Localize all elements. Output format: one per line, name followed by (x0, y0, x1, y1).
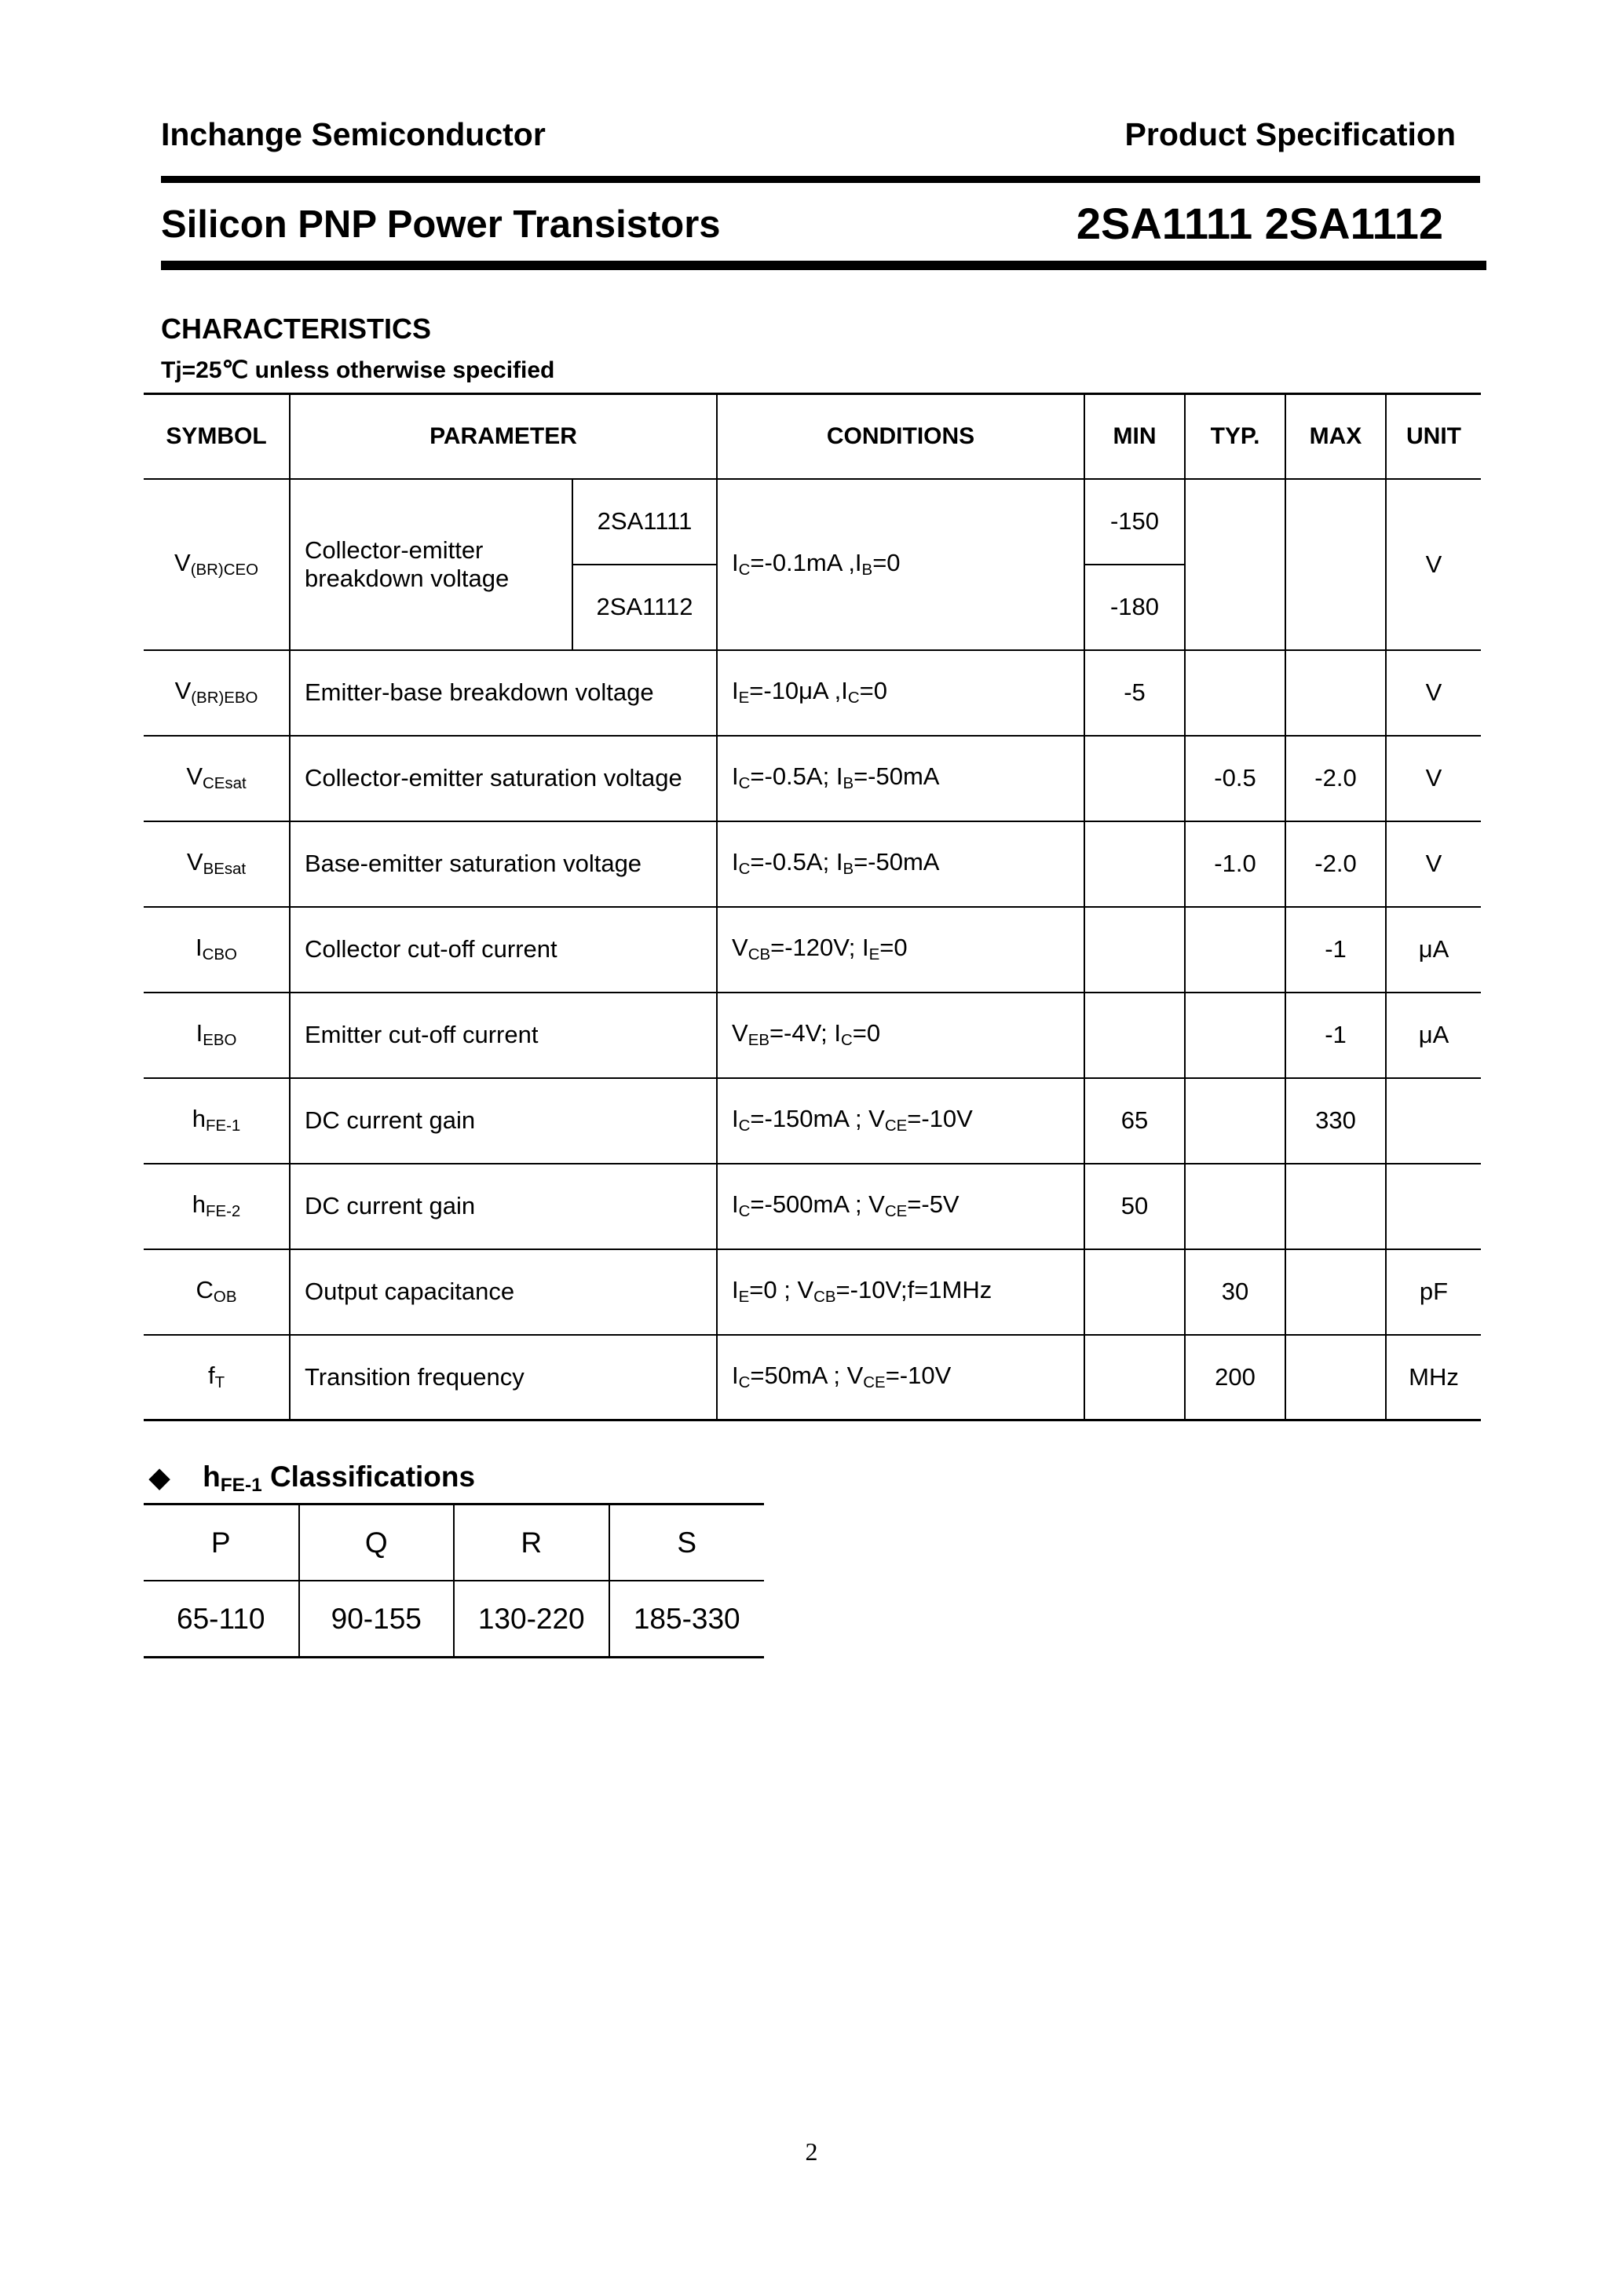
product-title: Silicon PNP Power Transistors (161, 203, 721, 246)
table-row (144, 1164, 1481, 1249)
conditions-cell: $V_{CB}=-120V$; $I_E=0$ (717, 907, 1084, 993)
header-typ: TYP. (1185, 394, 1285, 479)
max-cell (1285, 1249, 1386, 1335)
parameter-cell: Collector-emitter saturation voltage (290, 736, 717, 821)
grade-row (144, 1504, 764, 1581)
parameter-cell: Base-emitter saturation voltage (290, 821, 717, 907)
classification-table (144, 1503, 764, 1658)
conditions-cell: $V_{EB}=-4V$; $I_C=0$ (717, 993, 1084, 1078)
variant-cell: 2SA1112 (572, 565, 717, 650)
range-cell: 90-155 (299, 1581, 455, 1658)
min-cell: -5 (1084, 650, 1185, 736)
symbol-cell: $V_{(BR)CEO}$ (144, 479, 290, 650)
symbol-cell: $h_{FE-2}$ (144, 1164, 290, 1249)
max-cell (1285, 479, 1386, 650)
symbol-cell: $C_{OB}$ (144, 1249, 290, 1335)
symbol-cell: $V_{(BR)EBO}$ (144, 650, 290, 736)
header-unit: UNIT (1386, 394, 1481, 479)
diamond-bullet-icon: ◆ (149, 1463, 170, 1493)
min-cell: -180 (1084, 565, 1185, 650)
conditions-cell: $I_C=-500mA$ ; $V_{CE}=-5V$ (717, 1164, 1084, 1249)
max-cell: -2.0 (1285, 736, 1386, 821)
range-cell: 65-110 (144, 1581, 299, 1658)
table-row (144, 1078, 1481, 1164)
min-cell: 65 (1084, 1078, 1185, 1164)
parameter-cell: Emitter-base breakdown voltage (290, 650, 717, 736)
company-name: Inchange Semiconductor (161, 116, 546, 152)
page-number: 2 (805, 2137, 818, 2166)
max-cell (1285, 1164, 1386, 1249)
header-rule-top (161, 176, 1480, 183)
min-cell: 50 (1084, 1164, 1185, 1249)
parameter-cell: Emitter cut-off current (290, 993, 717, 1078)
typ-cell (1185, 993, 1285, 1078)
min-cell: -150 (1084, 479, 1185, 565)
symbol-cell: $f_T$ (144, 1335, 290, 1420)
unit-cell: MHz (1386, 1335, 1481, 1420)
typ-cell (1185, 650, 1285, 736)
table-row (144, 1249, 1481, 1335)
variant-cell: 2SA1111 (572, 479, 717, 565)
symbol-cell: $V_{BEsat}$ (144, 821, 290, 907)
conditions-cell: $I_C=-0.5A$; $I_B=-50mA$ (717, 736, 1084, 821)
unit-cell: pF (1386, 1249, 1481, 1335)
table-header-row (144, 394, 1481, 479)
min-cell (1084, 821, 1185, 907)
unit-cell (1386, 1164, 1481, 1249)
table-row-breakdown (144, 479, 1481, 565)
conditions-cell: $I_C=-150mA$ ; $V_{CE}=-10V$ (717, 1078, 1084, 1164)
symbol-cell: $I_{EBO}$ (144, 993, 290, 1078)
header-conditions: CONDITIONS (717, 394, 1084, 479)
conditions-cell: $I_E=0$ ; $V_{CB}=-10V;f=1MHz$ (717, 1249, 1084, 1335)
header-max: MAX (1285, 394, 1386, 479)
min-cell (1084, 993, 1185, 1078)
grade-cell: R (454, 1504, 609, 1581)
typ-cell: -0.5 (1185, 736, 1285, 821)
typ-cell: -1.0 (1185, 821, 1285, 907)
symbol-cell: $h_{FE-1}$ (144, 1078, 290, 1164)
conditions-cell: $I_C=50mA$ ; $V_{CE}=-10V$ (717, 1335, 1084, 1420)
typ-cell: 30 (1185, 1249, 1285, 1335)
parameter-cell: Collector-emitter breakdown voltage (290, 479, 572, 650)
max-cell (1285, 1335, 1386, 1420)
min-cell (1084, 1249, 1185, 1335)
typ-cell: 200 (1185, 1335, 1285, 1420)
range-row (144, 1581, 764, 1658)
header-min: MIN (1084, 394, 1185, 479)
grade-cell: S (609, 1504, 765, 1581)
parameter-cell: DC current gain (290, 1078, 717, 1164)
table-row (144, 650, 1481, 736)
typ-cell (1185, 479, 1285, 650)
header-rule-bottom (161, 261, 1486, 270)
unit-cell: μA (1386, 907, 1481, 993)
max-cell (1285, 650, 1386, 736)
unit-cell: V (1386, 479, 1481, 650)
max-cell: -1 (1285, 993, 1386, 1078)
typ-cell (1185, 1078, 1285, 1164)
min-cell (1084, 1335, 1185, 1420)
parameter-cell: Output capacitance (290, 1249, 717, 1335)
classification-title: ◆ $h_{FE-1}$ Classifications (149, 1461, 476, 1497)
min-cell (1084, 907, 1185, 993)
characteristics-table (144, 393, 1481, 1421)
unit-cell: V (1386, 821, 1481, 907)
section-title: CHARACTERISTICS (161, 313, 432, 345)
parameter-cell: DC current gain (290, 1164, 717, 1249)
conditions-cell: $I_C=-0.5A$; $I_B=-50mA$ (717, 821, 1084, 907)
symbol-cell: $I_{CBO}$ (144, 907, 290, 993)
grade-cell: Q (299, 1504, 455, 1581)
table-row (144, 1335, 1481, 1420)
unit-cell (1386, 1078, 1481, 1164)
part-numbers: 2SA1111 2SA1112 (1076, 199, 1443, 248)
conditions-cell: $I_C=-0.1mA$ $,I_B=0$ (717, 479, 1084, 650)
table-row (144, 907, 1481, 993)
unit-cell: μA (1386, 993, 1481, 1078)
max-cell: 330 (1285, 1078, 1386, 1164)
typ-cell (1185, 1164, 1285, 1249)
parameter-cell: Collector cut-off current (290, 907, 717, 993)
range-cell: 185-330 (609, 1581, 765, 1658)
header-parameter: PARAMETER (290, 394, 717, 479)
max-cell: -2.0 (1285, 821, 1386, 907)
typ-cell (1185, 907, 1285, 993)
grade-cell: P (144, 1504, 299, 1581)
table-row (144, 736, 1481, 821)
range-cell: 130-220 (454, 1581, 609, 1658)
document-type: Product Specification (1124, 116, 1456, 152)
unit-cell: V (1386, 650, 1481, 736)
table-row (144, 821, 1481, 907)
section-condition: Tj=25℃ unless otherwise specified (161, 357, 555, 383)
header-symbol: SYMBOL (144, 394, 290, 479)
unit-cell: V (1386, 736, 1481, 821)
parameter-cell: Transition frequency (290, 1335, 717, 1420)
max-cell: -1 (1285, 907, 1386, 993)
symbol-cell: $V_{CEsat}$ (144, 736, 290, 821)
min-cell (1084, 736, 1185, 821)
conditions-cell: $I_E=-10\mu A$ $,I_C=0$ (717, 650, 1084, 736)
table-row (144, 993, 1481, 1078)
